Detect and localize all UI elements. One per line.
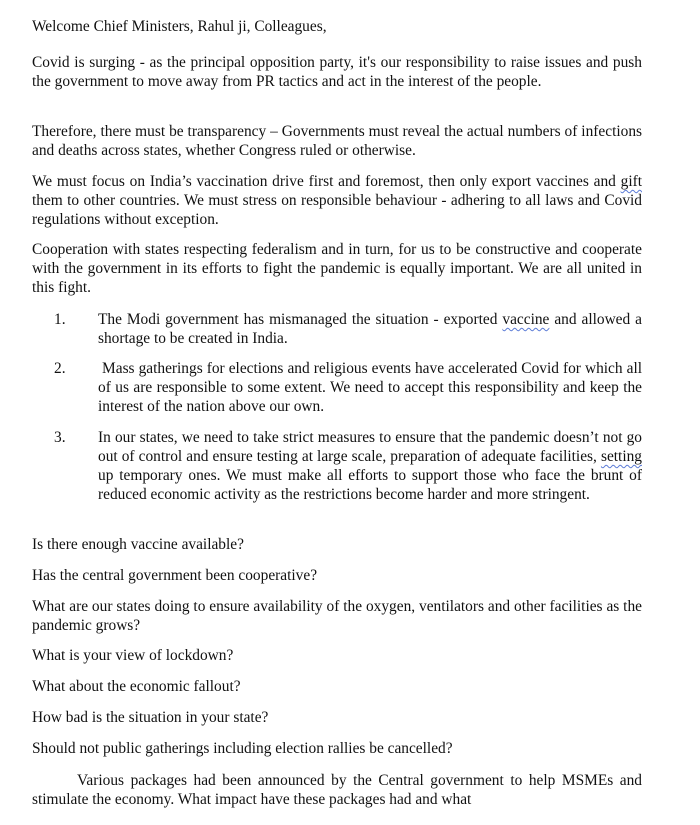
text-run: In our states, we need to take strict measures to ensure that the pandemic doesn’t not go out of control and ensure testing at large scale, preparation of adequate facilities, (98, 429, 642, 465)
paragraph-packages: Various packages had been announced by the Central government to help MSMEs and stimulate the economy. What impact have these packages had and what (32, 772, 642, 808)
question: Should not public gatherings including election rallies be cancelled? (32, 740, 453, 757)
question: What about the economic fallout? (32, 678, 241, 695)
list-number: 2. (54, 360, 66, 377)
text-run: up temporary ones. We must make all efforts to support those who face the brunt of reduced economic activity as the restrictions become harder and more stringent. (98, 467, 642, 503)
list-item (54, 428, 642, 504)
spellcheck-word: vaccine (502, 311, 550, 328)
text-run: them to other countries. We must stress on responsible behaviour - adhering to all laws and Covid regulations without exception. (32, 192, 642, 228)
list-number: 1. (54, 311, 66, 328)
list-text: Mass gatherings for elections and religious events have accelerated Covid for which all of us are responsible to some extent. We need to accept this responsibility and keep the interest of the nation above our own. (98, 360, 646, 415)
question: Has the central government been cooperative? (32, 567, 318, 584)
paragraph-cooperation: Cooperation with states respecting federalism and in turn, for us to be constructive and cooperate with the government in its efforts to fight the pandemic is equally important. We are all united in this fight. (32, 241, 642, 296)
list-number: 3. (54, 429, 66, 446)
list-item (54, 310, 642, 348)
spellcheck-word: setting (600, 448, 642, 465)
question: What is your view of lockdown? (32, 647, 234, 664)
list-item (54, 359, 646, 416)
text-run: and allowed a shortage to be created in India. (98, 311, 642, 347)
text-run: The Modi government has mismanaged the situation - exported (98, 311, 503, 328)
list-text (98, 310, 642, 348)
paragraph-vaccination-drive (32, 172, 642, 229)
question: What are our states doing to ensure availability of the oxygen, ventilators and other facilities as the pandemic grows? (32, 598, 642, 634)
paragraph-transparency: Therefore, there must be transparency – Governments must reveal the actual numbers of infections and deaths across states, whether Congress ruled or otherwise. (32, 123, 642, 159)
list-text (98, 428, 642, 504)
salutation: Welcome Chief Ministers, Rahul ji, Colleagues, (32, 18, 327, 35)
question: How bad is the situation in your state? (32, 709, 269, 726)
text-run: We must focus on India’s vaccination drive first and foremost, then only export vaccines and (32, 173, 621, 190)
question: Is there enough vaccine available? (32, 536, 244, 553)
spellcheck-word: gift (620, 173, 642, 190)
paragraph-covid-surging: Covid is surging - as the principal opposition party, it's our responsibility to raise issues and push the government to move away from PR tactics and act in the interest of the people. (32, 54, 642, 90)
